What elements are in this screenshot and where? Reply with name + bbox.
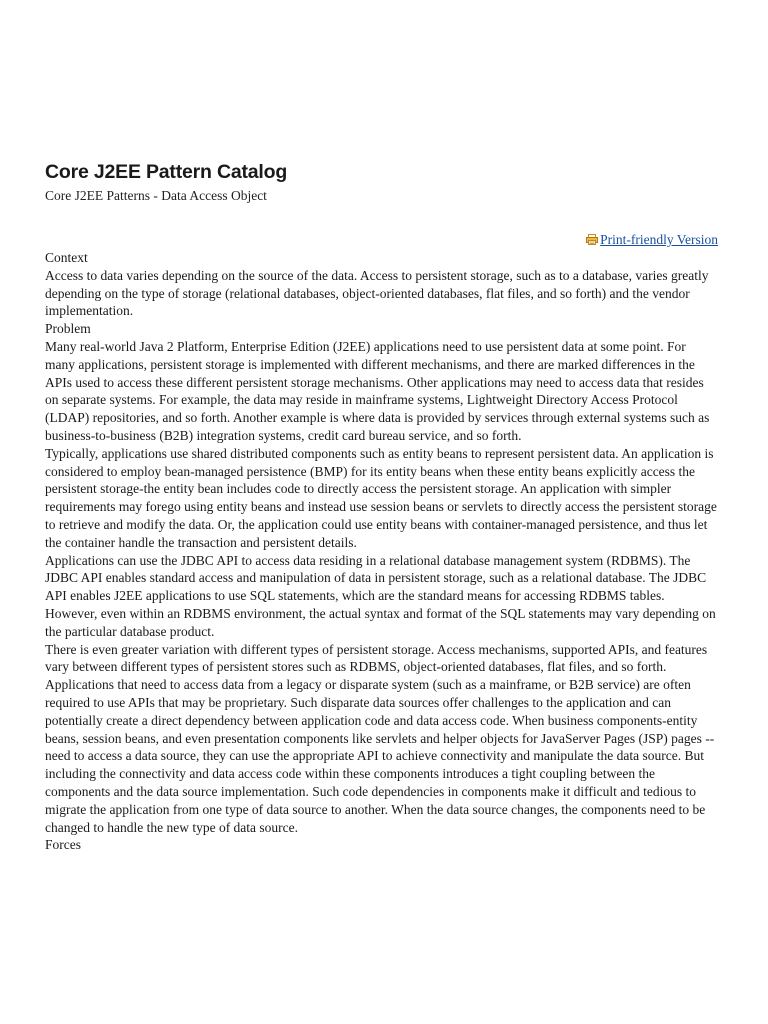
print-link-label[interactable]: Print-friendly Version [600, 232, 718, 247]
problem-paragraph-2: Typically, applications use shared distributed components such as entity beans to represent persistent data. An application is considered to employ bean-managed persistence (BMP) for its entity beans when these entity beans explicitly access the persistent storage-the entity bean includes code to directly access the persistent storage. An application with simpler requirements may forego using entity beans and instead use session beans or servlets to directly access the persistent storage to retrieve and modify the data. Or, the application could use entity beans with container-managed persistence, and thus let the container handle the transaction and persistent details. [45, 445, 717, 550]
forces-heading: Forces [45, 837, 81, 853]
article-body [45, 249, 718, 854]
problem-paragraph-1: Many real-world Java 2 Platform, Enterprise Edition (J2EE) applications need to use persistent data at some point. For many applications, persistent storage is implemented with different mechanisms, and there are marked differences in the APIs used to access these different persistent storage mechanisms. Other applications may need to access data that resides on separate systems. For example, the data may reside in mainframe systems, Lightweight Directory Access Protocol (LDAP) repositories, and so forth. Another example is where data is provided by services through external systems such as business-to-business (B2B) integration systems, credit card bureau service, and so forth. [45, 338, 710, 443]
context-paragraph: Access to data varies depending on the source of the data. Access to persistent storage, such as to a database, varies greatly depending on the type of storage (relational databases, object-oriented databases, flat files, and so forth) and the vendor implementation. [45, 267, 709, 319]
problem-paragraph-4: There is even greater variation with different types of persistent storage. Access mechanisms, supported APIs, and features vary between different types of persistent stores such as RDBMS, object-oriented databases, flat files, and so forth. Applications that need to access data from a legacy or disparate system (such as a mainframe, or B2B service) are often required to use APIs that may be proprietary. Such disparate data sources offer challenges to the application and can potentially create a direct dependency between application code and data access code. When business components-entity beans, session beans, and even presentation components like servlets and helper objects for JavaServer Pages (JSP) pages --need to access a data source, they can use the appropriate API to achieve connectivity and manipulate the data source. But including the connectivity and data access code within these components introduces a tight coupling between the components and the data source implementation. Such code dependencies in components make it difficult and tedious to migrate the application from one type of data source to another. When the data source changes, the components need to be changed to handle the new type of data source. [45, 641, 715, 835]
print-row [45, 231, 718, 249]
print-icon [586, 234, 598, 245]
page-title: Core J2EE Pattern Catalog [45, 161, 288, 183]
page-subtitle: Core J2EE Patterns - Data Access Object [45, 188, 267, 203]
context-heading: Context [45, 250, 88, 265]
document-page [45, 160, 718, 854]
problem-heading: Problem [45, 321, 91, 337]
print-friendly-link[interactable] [586, 232, 718, 247]
problem-paragraph-3: Applications can use the JDBC API to access data residing in a relational database management system (RDBMS). The JDBC API enables standard access and manipulation of data in persistent storage, such as a relational database. The JDBC API enables J2EE applications to use SQL statements, which are the standard means for accessing RDBMS tables. However, even within an RDBMS environment, the actual syntax and format of the SQL statements may vary depending on the particular database product. [45, 552, 716, 639]
